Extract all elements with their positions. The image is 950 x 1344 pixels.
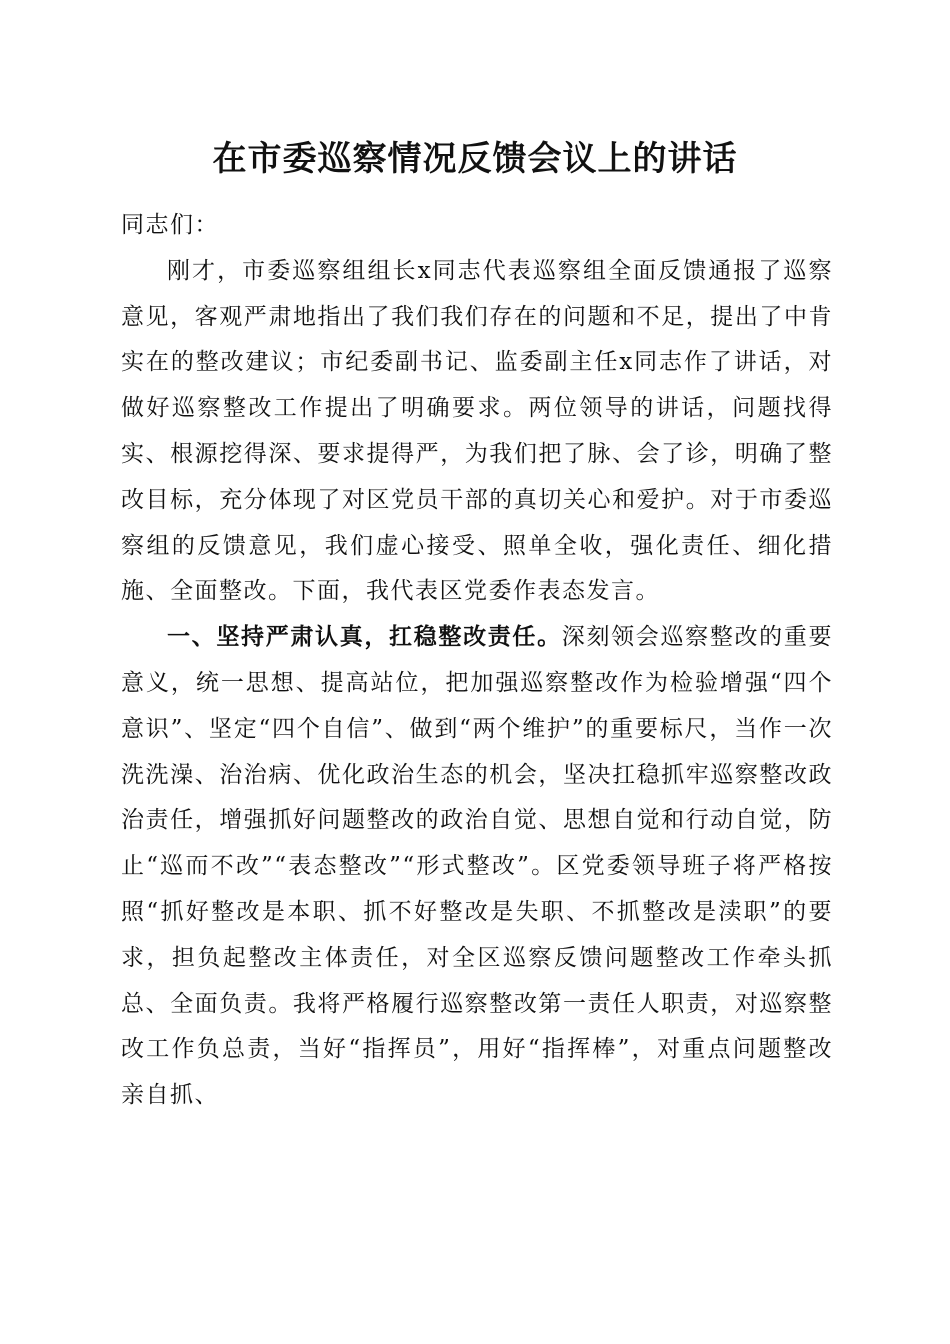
document-title: 在市委巡察情况反馈会议上的讲话: [212, 139, 738, 179]
section-1-text: 深刻领会巡察整改的重要意义，统一思想、提高站位，把加强巡察整改作为检验增强“四个意识”、坚定“四个自信”、做到“两个维护”的重要标尺，当作一次洗洗澡、治治病、优化政治生态的机会，坚决扛稳抓牢巡察整改政治责任，增强抓好问题整改的政治自觉、思想自觉和行动自觉，防止“巡而不改”“表态整改”“形式整改”。区党委领导班子将严格按照“抓好整改是本职、抓不好整改是失职、不抓整改是渎职”的要求，担负起整改主体责任，对全区巡察反馈问题整改工作牵头抓总、全面负责。我将严格履行巡察整改第一责任人职责，对巡察整改工作负总责，当好“指挥员”，用好“指挥棒”，对重点问题整改亲自抓、: [121, 624, 834, 1109]
paragraph-section-1: [121, 615, 833, 1119]
paragraph-opening: 刚才，市委巡察组组长x同志代表巡察组全面反馈通报了巡察意见，客观严肃地指出了我们我们存在的问题和不足，提出了中肯实在的整改建议；市纪委副书记、监委副主任x同志作了讲话，对做好巡察整改工作提出了明确要求。两位领导的讲话，问题找得实、根源挖得深、要求提得严，为我们把了脉、会了诊，明确了整改目标，充分体现了对区党员干部的真切关心和爱护。对于市委巡察组的反馈意见，我们虚心接受、照单全收，强化责任、细化措施、全面整改。下面，我代表区党委作表态发言。: [121, 257, 833, 605]
section-1-heading: 一、坚持严肃认真，扛稳整改责任。: [167, 624, 562, 651]
salutation: 同志们：: [121, 212, 219, 238]
document-body: [121, 203, 833, 1119]
